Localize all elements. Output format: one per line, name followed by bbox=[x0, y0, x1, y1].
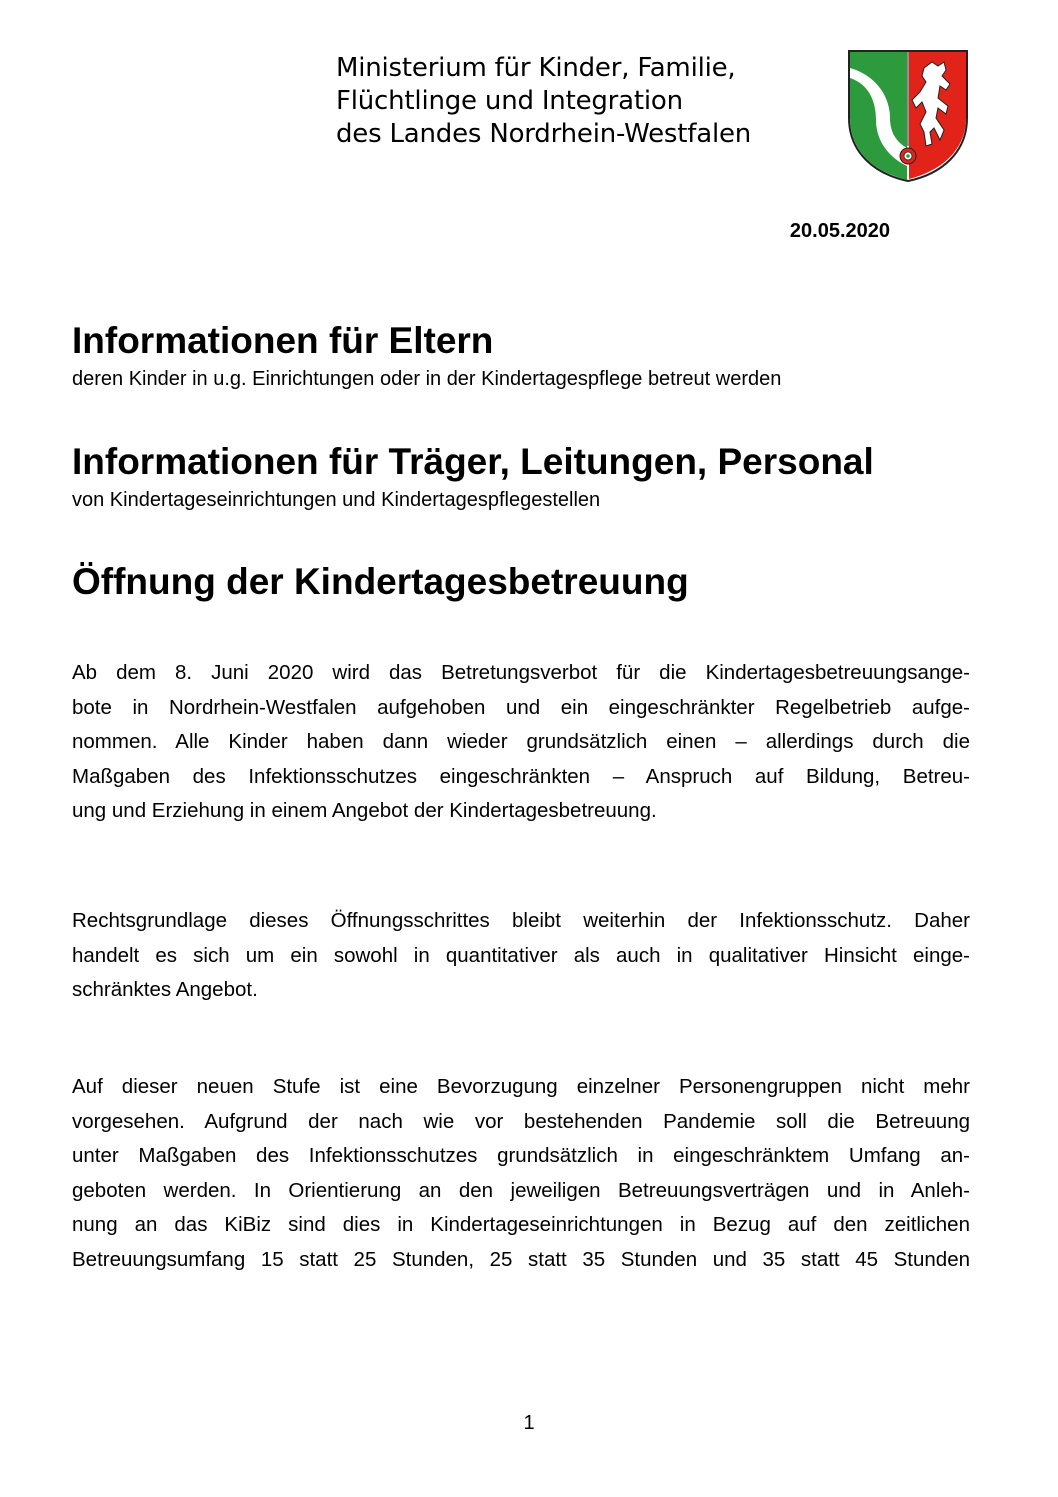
paragraph-line: handelt es sich um ein sowohl in quantitativer als auch in qualitativer Hinsicht einge- bbox=[72, 943, 970, 967]
ministry-line-3: des Landes Nordrhein-Westfalen bbox=[336, 119, 752, 149]
paragraph-1 bbox=[72, 656, 970, 829]
paragraph-line: ung und Erziehung in einem Angebot der Kindertagesbetreuung. bbox=[72, 799, 657, 822]
nrw-coat-of-arms-icon bbox=[846, 48, 970, 184]
paragraph-line: unter Maßgaben des Infektionsschutzes grundsätzlich in eingeschränktem Umfang an- bbox=[72, 1144, 970, 1167]
paragraph-line: Rechtsgrundlage dieses Öffnungsschrittes bleibt weiterhin der Infektionsschutz. Daher bbox=[72, 909, 970, 932]
ministry-name bbox=[336, 52, 806, 151]
document-date: 20.05.2020 bbox=[789, 220, 890, 242]
paragraph-2 bbox=[72, 904, 970, 1008]
paragraph-line: Auf dieser neuen Stufe ist eine Bevorzugung einzelner Personengruppen nicht mehr bbox=[72, 1075, 970, 1098]
main-title: Öffnung der Kindertagesbetreuung bbox=[72, 561, 689, 602]
paragraph-line: nommen. Alle Kinder haben dann wieder grundsätzlich einen – allerdings durch die bbox=[72, 730, 970, 753]
paragraph-line: Maßgaben des Infektionsschutzes eingeschränkten – Anspruch auf Bildung, Betreu- bbox=[72, 764, 970, 788]
section-title-parents: Informationen für Eltern bbox=[72, 320, 494, 361]
paragraph-line: Betreuungsumfang 15 statt 25 Stunden, 25 statt 35 Stunden und 35 statt 45 Stunden bbox=[72, 1247, 970, 1271]
paragraph-line: schränktes Angebot. bbox=[72, 978, 258, 1001]
section-subtitle-parents: deren Kinder in u.g. Einrichtungen oder in der Kindertagespflege betreut werden bbox=[72, 368, 782, 390]
section-title-providers: Informationen für Träger, Leitungen, Personal bbox=[72, 441, 874, 482]
paragraph-line: vorgesehen. Aufgrund der nach wie vor bestehenden Pandemie soll die Betreuung bbox=[72, 1109, 970, 1133]
paragraph-line: nung an das KiBiz sind dies in Kindertageseinrichtungen in Bezug auf den zeitlichen bbox=[72, 1213, 970, 1236]
paragraph-line: Ab dem 8. Juni 2020 wird das Betretungsverbot für die Kindertagesbetreuungsange- bbox=[72, 661, 970, 684]
paragraph-line: geboten werden. In Orientierung an den jeweiligen Betreuungsverträgen und in Anleh- bbox=[72, 1178, 970, 1202]
paragraph-3 bbox=[72, 1070, 970, 1277]
section-subtitle-providers: von Kindertageseinrichtungen und Kindertagespflegestellen bbox=[72, 489, 601, 511]
page-number: 1 bbox=[523, 1412, 535, 1434]
ministry-line-1: Ministerium für Kinder, Familie, bbox=[336, 53, 736, 83]
ministry-line-2: Flüchtlinge und Integration bbox=[336, 86, 683, 116]
paragraph-line: bote in Nordrhein-Westfalen aufgehoben und ein eingeschränkter Regelbetrieb aufge- bbox=[72, 695, 970, 719]
